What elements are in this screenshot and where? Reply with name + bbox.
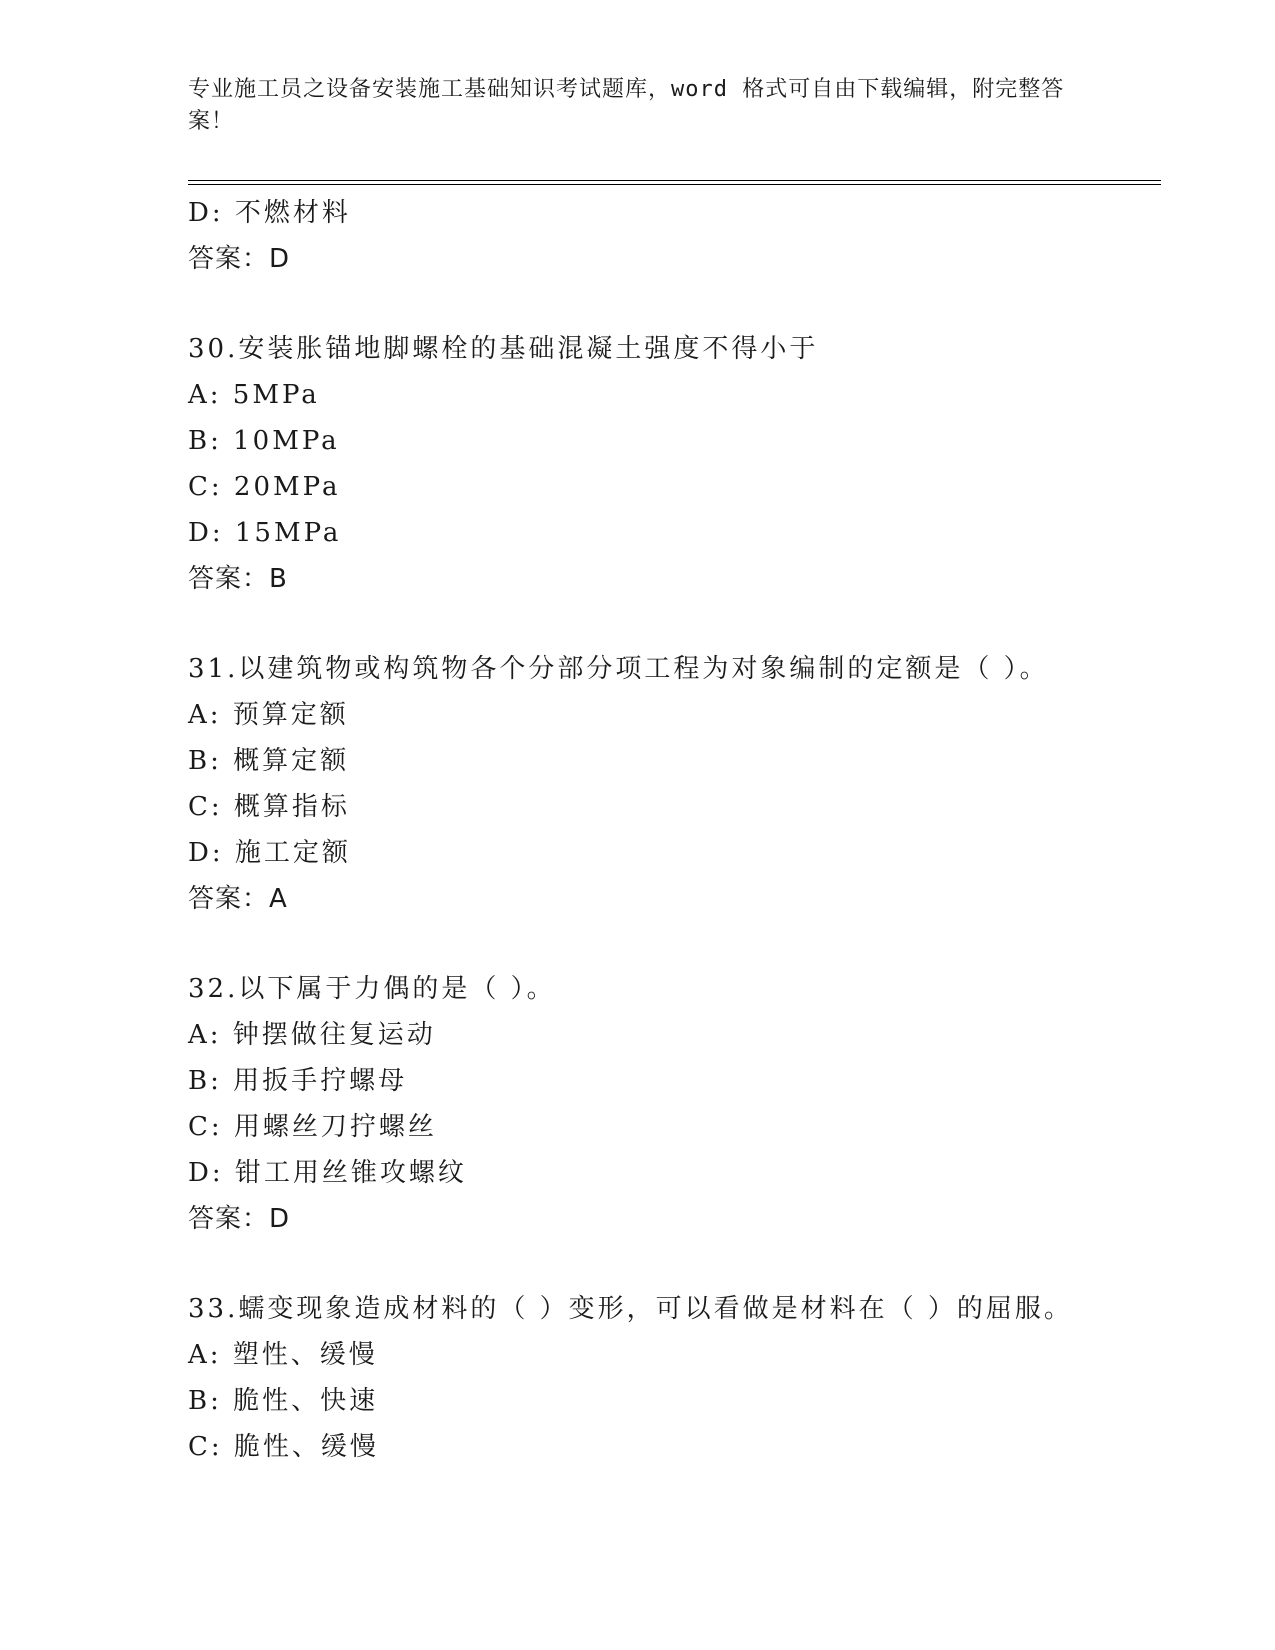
spacer bbox=[188, 282, 1168, 326]
answer: 答案：B bbox=[188, 564, 288, 594]
option-b: B: 10MPa bbox=[188, 426, 340, 456]
spacer bbox=[188, 922, 1168, 966]
option-d: D: 钳工用丝锥攻螺纹 bbox=[188, 1158, 467, 1188]
option-d: D: 不燃材料 bbox=[188, 198, 351, 228]
question-stem: 32.以下属于力偶的是（ ）。 bbox=[188, 974, 556, 1004]
question-list bbox=[188, 190, 1168, 1470]
option-a: A: 塑性、缓慢 bbox=[188, 1340, 378, 1370]
option-b: B: 概算定额 bbox=[188, 746, 350, 776]
question-31 bbox=[188, 646, 1168, 922]
answer: 答案：D bbox=[188, 1204, 291, 1234]
answer: 答案：D bbox=[188, 244, 291, 274]
question-stem: 30.安装胀锚地脚螺栓的基础混凝土强度不得小于 bbox=[188, 334, 819, 364]
spacer bbox=[188, 602, 1168, 646]
option-c: C: 用螺丝刀拧螺丝 bbox=[188, 1112, 437, 1142]
option-b: B: 用扳手拧螺母 bbox=[188, 1066, 408, 1096]
option-d: D: 15MPa bbox=[188, 518, 342, 548]
answer: 答案：A bbox=[188, 884, 288, 914]
document-header: 专业施工员之设备安装施工基础知识考试题库，word 格式可自由下载编辑，附完整答案！ bbox=[188, 77, 1065, 134]
spacer bbox=[188, 1242, 1168, 1286]
question-33 bbox=[188, 1286, 1168, 1470]
option-a: A: 5MPa bbox=[188, 380, 320, 410]
question-29-tail bbox=[188, 190, 1168, 282]
question-stem: 33.蠕变现象造成材料的（ ）变形，可以看做是材料在（ ）的屈服。 bbox=[188, 1294, 1073, 1324]
option-d: D: 施工定额 bbox=[188, 838, 351, 868]
option-c: C: 概算指标 bbox=[188, 792, 350, 822]
option-c: C: 20MPa bbox=[188, 472, 341, 502]
question-30 bbox=[188, 326, 1168, 602]
question-32 bbox=[188, 966, 1168, 1242]
option-a: A: 预算定额 bbox=[188, 700, 349, 730]
header-divider bbox=[188, 180, 1161, 185]
option-a: A: 钟摆做往复运动 bbox=[188, 1020, 436, 1050]
option-b: B: 脆性、快速 bbox=[188, 1386, 379, 1416]
option-c: C: 脆性、缓慢 bbox=[188, 1432, 379, 1462]
question-stem: 31.以建筑物或构筑物各个分部分项工程为对象编制的定额是（ ）。 bbox=[188, 654, 1049, 684]
